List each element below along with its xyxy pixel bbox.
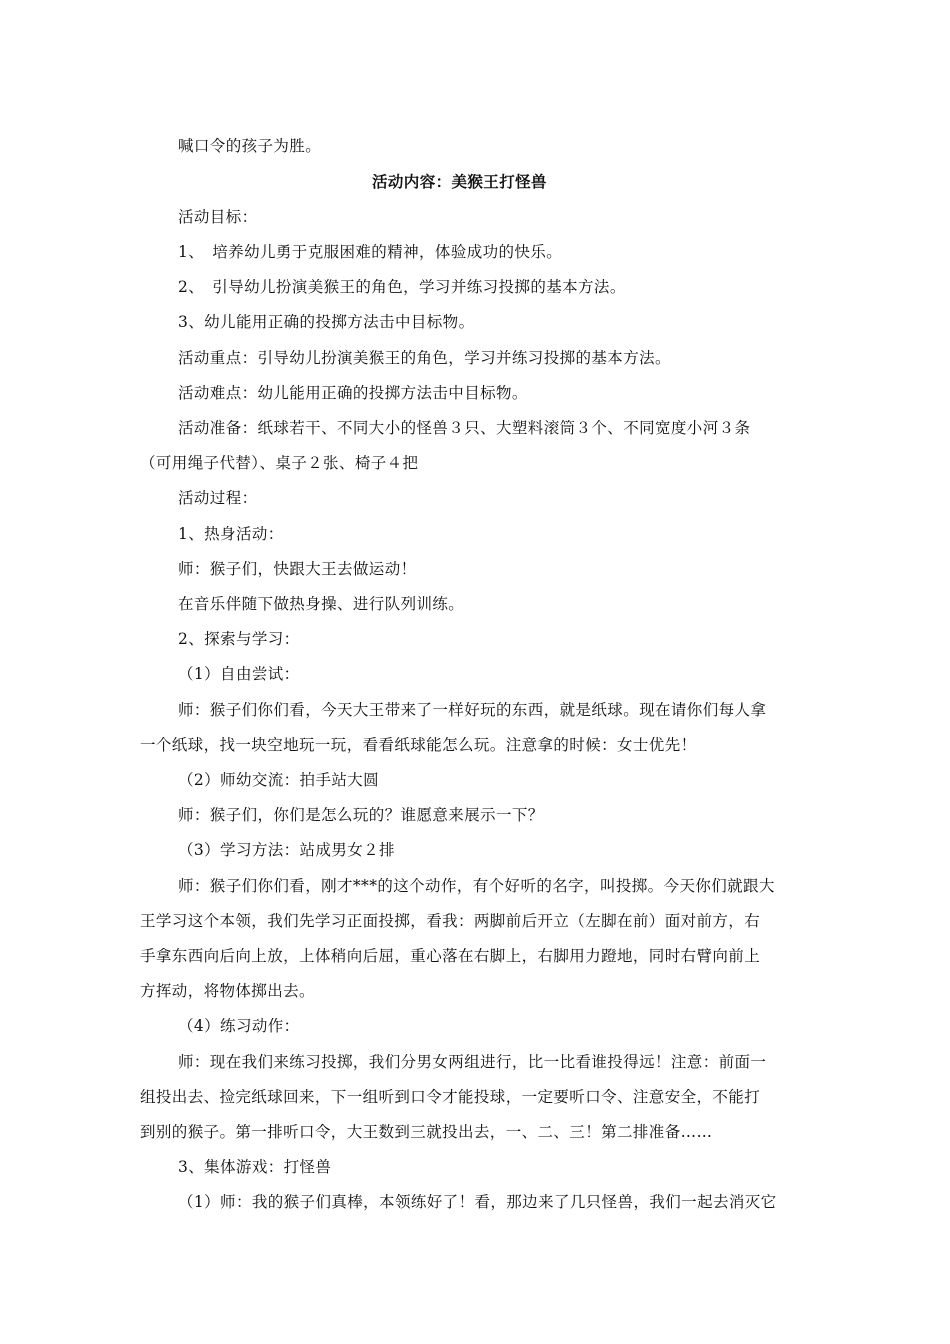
text-line-difficulty: 活动难点：幼儿能用正确的投掷方法击中目标物。 — [178, 384, 528, 402]
text-line-practice: （4）练习动作： — [178, 1017, 300, 1035]
text-line-warmup-desc: 在音乐伴随下做热身操、进行队列训练。 — [178, 595, 465, 613]
text-line-free-try: （1）自由尝试： — [178, 665, 300, 683]
text-line-method: （3）学习方法：站成男女２排 — [178, 841, 395, 859]
text-line-preparation: 活动准备：纸球若干、不同大小的怪兽３只、大塑料滚筒３个、不同宽度小河３条 — [178, 419, 751, 437]
text-line-free-try-dialogue-cont: 一个纸球，找一块空地玩一玩，看看纸球能怎么玩。注意拿的时候：女士优先！ — [140, 736, 697, 754]
text-line-goals-heading: 活动目标： — [178, 208, 258, 226]
text-line-group-game: 3、集体游戏：打怪兽 — [178, 1158, 332, 1176]
text-line-practice-dialogue: 师：现在我们来练习投掷，我们分男女两组进行，比一比看谁投得远！注意：前面一 — [178, 1053, 767, 1071]
text-line-key-point: 活动重点：引导幼儿扮演美猴王的角色，学习并练习投掷的基本方法。 — [178, 349, 671, 367]
text-line-practice-dialogue-cont: 到别的猴子。第一排听口令，大王数到三就投出去，一、二、三！第二排准备…… — [140, 1123, 713, 1141]
text-line-goal-2: 2、 引导幼儿扮演美猴王的角色，学习并练习投掷的基本方法。 — [178, 278, 626, 296]
text-line-warmup-dialogue: 师：猴子们，快跟大王去做运动！ — [178, 560, 417, 578]
text-line-warmup: 1、热身活动： — [178, 525, 284, 543]
text-line-method-dialogue-cont: 王学习这个本领，我们先学习正面投掷，看我：两脚前后开立（左脚在前）面对前方，右 — [140, 912, 761, 930]
text-line-method-dialogue: 师：猴子们你们看，刚才***的这个动作，有个好听的名字，叫投掷。今天你们就跟大 — [178, 877, 775, 895]
text-line-preparation-cont: （可用绳子代替）、桌子２张、椅子４把 — [140, 454, 419, 472]
text-line-method-dialogue-cont: 方挥动，将物体掷出去。 — [140, 982, 315, 1000]
text-line-free-try-dialogue: 师：猴子们你们看，今天大王带来了一样好玩的东西，就是纸球。现在请你们每人拿 — [178, 701, 767, 719]
text-line-rule-end: 喊口令的孩子为胜。 — [178, 137, 322, 155]
text-line-practice-dialogue-cont: 组投出去、捡完纸球回来，下一组听到口令才能投球，一定要听口令、注意安全，不能打 — [140, 1088, 761, 1106]
text-line-method-dialogue-cont: 手拿东西向后向上放，上体稍向后屈，重心落在右脚上，右脚用力蹬地，同时右臂向前上 — [140, 947, 761, 965]
text-line-goal-1: 1、 培养幼儿勇于克服困难的精神，体验成功的快乐。 — [178, 243, 563, 261]
text-line-process-heading: 活动过程： — [178, 489, 258, 507]
text-line-explore: 2、探索与学习： — [178, 630, 300, 648]
text-line-exchange-dialogue: 师：猴子们，你们是怎么玩的？谁愿意来展示一下？ — [178, 806, 544, 824]
text-line-goal-3: 3、幼儿能用正确的投掷方法击中目标物。 — [178, 313, 475, 331]
text-line-exchange: （2）师幼交流：拍手站大圆 — [178, 771, 380, 789]
section-title: 活动内容：美猴王打怪兽 — [372, 173, 547, 191]
text-line-group-game-dialogue: （1）师：我的猴子们真棒，本领练好了！看，那边来了几只怪兽，我们一起去消灭它 — [178, 1193, 777, 1211]
